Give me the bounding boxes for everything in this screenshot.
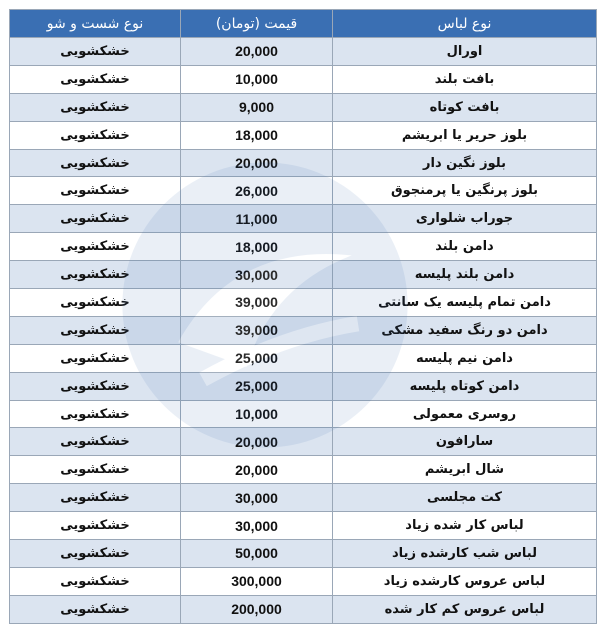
table-row — [10, 205, 597, 233]
cloth-type-cell: بافت بلند — [333, 65, 597, 93]
price-cell: 18,000 — [181, 121, 333, 149]
table-row — [10, 121, 597, 149]
wash-type-cell: خشکشویی — [10, 65, 181, 93]
cloth-type-cell: دامن بلند پلیسه — [333, 261, 597, 289]
cloth-type-cell: اورال — [333, 38, 597, 66]
wash-type-cell: خشکشویی — [10, 595, 181, 623]
table-row — [10, 484, 597, 512]
table-row — [10, 289, 597, 317]
price-cell: 20,000 — [181, 149, 333, 177]
header-row — [10, 10, 597, 38]
cloth-type-cell: شال ابریشم — [333, 456, 597, 484]
wash-type-cell: خشکشویی — [10, 316, 181, 344]
price-cell: 20,000 — [181, 428, 333, 456]
cloth-type-cell: روسری معمولی — [333, 400, 597, 428]
cloth-type-cell: کت مجلسی — [333, 484, 597, 512]
price-cell: 25,000 — [181, 372, 333, 400]
wash-type-cell: خشکشویی — [10, 38, 181, 66]
table-row — [10, 428, 597, 456]
header-wash-type: نوع شست و شو — [10, 10, 181, 38]
cloth-type-cell: لباس کار شده زیاد — [333, 512, 597, 540]
table-row — [10, 261, 597, 289]
header-cloth-type: نوع لباس — [333, 10, 597, 38]
cloth-type-cell: دامن نیم پلیسه — [333, 344, 597, 372]
wash-type-cell: خشکشویی — [10, 540, 181, 568]
wash-type-cell: خشکشویی — [10, 233, 181, 261]
table-body — [10, 38, 597, 624]
cloth-type-cell: دامن کوتاه پلیسه — [333, 372, 597, 400]
cloth-type-cell: بافت کوتاه — [333, 93, 597, 121]
cloth-type-cell: بلوز پرنگین یا پرمنجوق — [333, 177, 597, 205]
wash-type-cell: خشکشویی — [10, 149, 181, 177]
price-cell: 39,000 — [181, 289, 333, 317]
cloth-type-cell: لباس شب کارشده زیاد — [333, 540, 597, 568]
wash-type-cell: خشکشویی — [10, 400, 181, 428]
cloth-type-cell: دامن بلند — [333, 233, 597, 261]
wash-type-cell: خشکشویی — [10, 261, 181, 289]
price-cell: 9,000 — [181, 93, 333, 121]
price-cell: 11,000 — [181, 205, 333, 233]
wash-type-cell: خشکشویی — [10, 428, 181, 456]
table-row — [10, 595, 597, 623]
table-row — [10, 316, 597, 344]
price-cell: 200,000 — [181, 595, 333, 623]
cloth-type-cell: بلوز حریر یا ابریشم — [333, 121, 597, 149]
wash-type-cell: خشکشویی — [10, 289, 181, 317]
price-cell: 26,000 — [181, 177, 333, 205]
table-row — [10, 149, 597, 177]
price-cell: 30,000 — [181, 484, 333, 512]
table-row — [10, 567, 597, 595]
wash-type-cell: خشکشویی — [10, 205, 181, 233]
cloth-type-cell: دامن تمام پلیسه یک سانتی — [333, 289, 597, 317]
wash-type-cell: خشکشویی — [10, 512, 181, 540]
table-row — [10, 456, 597, 484]
cloth-type-cell: لباس عروس کارشده زیاد — [333, 567, 597, 595]
price-cell: 25,000 — [181, 344, 333, 372]
price-cell: 18,000 — [181, 233, 333, 261]
cloth-type-cell: دامن دو رنگ سفید مشکی — [333, 316, 597, 344]
price-cell: 20,000 — [181, 38, 333, 66]
table-row — [10, 65, 597, 93]
price-table-container — [9, 9, 596, 624]
table-row — [10, 177, 597, 205]
price-cell: 50,000 — [181, 540, 333, 568]
wash-type-cell: خشکشویی — [10, 344, 181, 372]
cloth-type-cell: بلوز نگین دار — [333, 149, 597, 177]
price-cell: 10,000 — [181, 400, 333, 428]
wash-type-cell: خشکشویی — [10, 93, 181, 121]
price-cell: 39,000 — [181, 316, 333, 344]
cloth-type-cell: سارافون — [333, 428, 597, 456]
price-cell: 20,000 — [181, 456, 333, 484]
table-row — [10, 344, 597, 372]
price-cell: 30,000 — [181, 512, 333, 540]
wash-type-cell: خشکشویی — [10, 456, 181, 484]
header-price: قیمت (تومان) — [181, 10, 333, 38]
cloth-type-cell: لباس عروس کم کار شده — [333, 595, 597, 623]
price-cell: 300,000 — [181, 567, 333, 595]
wash-type-cell: خشکشویی — [10, 177, 181, 205]
cloth-type-cell: جوراب شلواری — [333, 205, 597, 233]
wash-type-cell: خشکشویی — [10, 567, 181, 595]
price-cell: 30,000 — [181, 261, 333, 289]
price-cell: 10,000 — [181, 65, 333, 93]
table-row — [10, 93, 597, 121]
wash-type-cell: خشکشویی — [10, 484, 181, 512]
table-row — [10, 512, 597, 540]
wash-type-cell: خشکشویی — [10, 372, 181, 400]
price-table — [9, 9, 597, 624]
table-row — [10, 540, 597, 568]
table-row — [10, 38, 597, 66]
table-row — [10, 400, 597, 428]
table-row — [10, 233, 597, 261]
table-row — [10, 372, 597, 400]
wash-type-cell: خشکشویی — [10, 121, 181, 149]
